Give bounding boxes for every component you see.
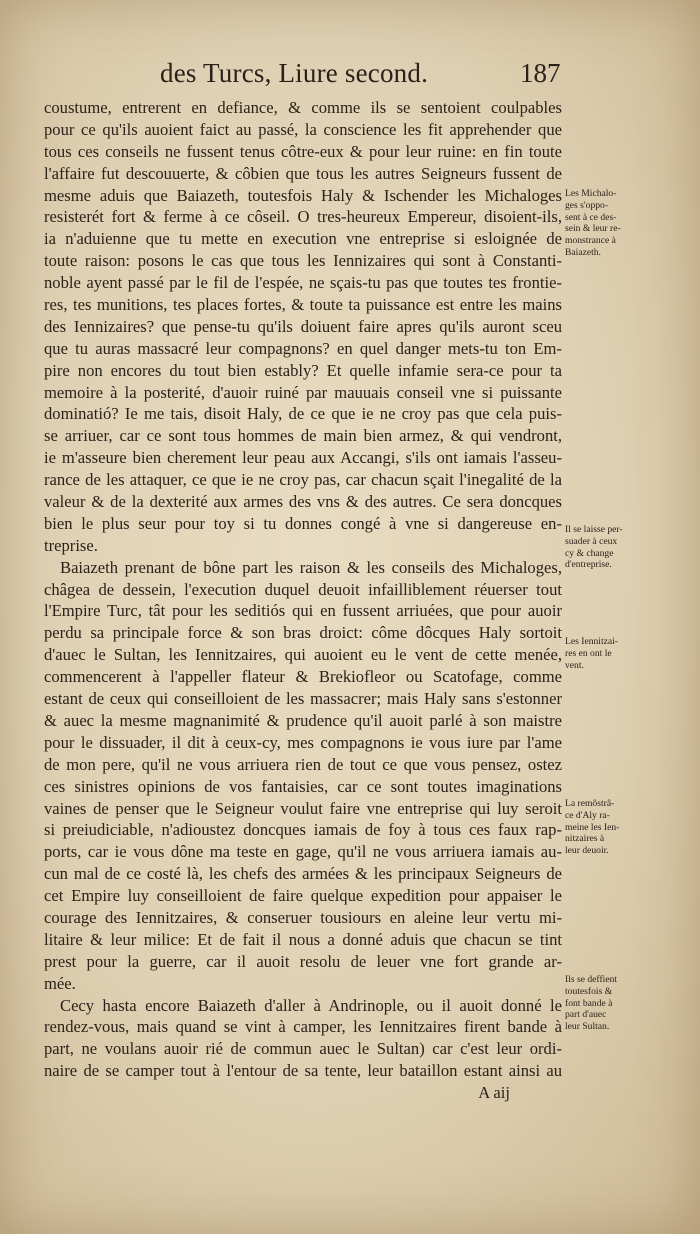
text-line: ie m'asseure bien cherement leur peau aux Accangi, s'ils ont iamais l'asseu- xyxy=(44,448,562,468)
margin-note-remonstrance xyxy=(565,798,675,857)
text-line: prest pour la guerre, car il auoit resolu de leuer vne fort grande ar- xyxy=(44,951,562,971)
text-line: Baiazeth prenant de bône part les raison & les conseils des Michaloges, xyxy=(60,557,562,577)
margin-note-line: suader à ceux xyxy=(565,535,618,547)
text-line: si preiudiciable, n'adioustez doncques iamais de foy à tous ces faux rap- xyxy=(44,820,562,840)
text-line: ports, car ie vous dône ma teste en gage, qu'il ne vous arriuera iamais au- xyxy=(44,842,562,862)
text-line: valeur & de la dexterité aux armes des vns & des autres. Ce sera doncques xyxy=(44,492,562,512)
text-line: res, tes munitions, tes places fortes, & toute ta puissance est entre les mains xyxy=(44,295,562,315)
margin-note-line: part d'auec xyxy=(565,1009,607,1021)
text-line: ces sinistres opinions de vos fantaisies, car ce sont toutes imaginations xyxy=(44,776,562,796)
text-line: châgea de dessein, l'execution duquel deuoit infailliblement réuerser tout xyxy=(44,579,562,599)
page-number: 187 xyxy=(520,58,561,88)
margin-note-michaloges xyxy=(565,188,675,259)
margin-note-bande xyxy=(565,974,675,1033)
text-line: dominatió? Ie me tais, disoit Haly, de ce que ie ne croy pas que cela puis- xyxy=(44,404,562,424)
text-line: cet Empire luy conseilloient de faire quelque expedition pour appaiser le xyxy=(44,886,562,906)
text-line: pire non encores du tout bien estably? Et quelle infamie sera-ce pour ta xyxy=(44,360,562,380)
margin-note-line: monstrance à xyxy=(565,235,616,247)
text-line: toute raison: posons le cas que tous les Iennizaires qui sont à Constanti- xyxy=(44,251,562,271)
text-line: courage des Iennitzaires, & conseruer tousiours en aleine leur vertu mi- xyxy=(44,907,562,927)
text-line: perdu sa principale force & son bras droict: côme dôcques Haly sortoit xyxy=(44,623,562,643)
text-line: mée. xyxy=(44,973,76,993)
text-line: pour le dissuader, il dit à ceux-cy, mes compagnons ie vous iure par l'ame xyxy=(44,732,562,752)
margin-note-line: Baiazeth. xyxy=(565,246,601,258)
text-line: l'affaire fut descouuerte, & côbien que tous les autres Seigneurs fussent de xyxy=(44,163,562,183)
text-line: bien le plus seur pour toy si tu donnes congé à vne si dangereuse en- xyxy=(44,513,562,533)
margin-note-persuade xyxy=(565,524,675,571)
margin-note-line: leur deuoir. xyxy=(565,845,609,857)
text-line: se arriuer, car ce sont tous hommes de main bien armez, & qui vendront, xyxy=(44,426,562,446)
text-line: treprise. xyxy=(44,535,98,555)
text-line: Cecy hasta encore Baiazeth d'aller à Andrinople, ou il auoit donné le xyxy=(60,995,562,1015)
margin-note-line: La remôstrâ- xyxy=(565,798,615,809)
running-head: des Turcs, Liure second. xyxy=(160,58,429,88)
margin-note-line: meine les Ien- xyxy=(565,821,620,833)
margin-note-line: ges s'oppo- xyxy=(565,199,609,211)
text-line: noble ayent passé par le fil de l'espée, ne sçais-tu pas que toutes tes frontie- xyxy=(44,273,562,293)
margin-note-line: toutesfois & xyxy=(565,985,613,997)
text-line: l'Empire Turc, tât pour les seditiós qui en fussent arriuées, que pour auoir xyxy=(44,601,562,621)
body-text xyxy=(44,97,562,1104)
text-line: d'auec le Sultan, les Iennitzaires, qui auoient eu le vent de cette menée, xyxy=(44,645,562,665)
text-line: coustume, entrerent en defiance, & comme ils se sentoient coulpables xyxy=(44,98,562,117)
text-line: naire de se camper tout à l'entour de sa tente, leur bataillon estant ainsi au xyxy=(44,1061,562,1081)
text-line: resisterét fort & ferme à ce côseil. O tres-heureux Empereur, disoient-ils, xyxy=(44,207,562,227)
margin-note-line: vent. xyxy=(565,659,584,671)
text-line: litaire & leur milice: Et de fait il nous a donné aduis que chacun se tint xyxy=(44,929,562,949)
margin-note-line: leur Sultan. xyxy=(565,1021,610,1033)
text-line: de mon pere, qu'il ne vous arriuera rien de tout ce que vous pensez, ostez xyxy=(44,754,562,774)
text-line: rance de les attaquer, ce que ie ne croy pas, car chacun sçait l'inegalité de la xyxy=(44,470,562,490)
text-line: mesme aduis que Baiazeth, toutesfois Haly & Ischender les Michaloges xyxy=(44,185,562,205)
text-line: ia n'aduienne que tu mette en execution vne entreprise si esloignée de xyxy=(44,229,562,249)
text-line: des Iennizaires? que pense-tu qu'ils doiuent faire apres qu'ils auront sceu xyxy=(44,316,562,336)
margin-note-line: Les Iennitzai- xyxy=(565,636,619,647)
text-line: memoire à la posterité, d'auoir ruiné par mauuais conseil vne si puissante xyxy=(44,382,562,402)
text-line: estant de ceux qui conseilloient de les massacrer; mais Haly sans s'estonner xyxy=(44,689,562,709)
margin-note-line: Ils se deffient xyxy=(565,974,618,985)
margin-note-line: sein & leur re- xyxy=(565,223,621,235)
text-line: tous ces conseils ne fussent tenus côtre-eux & pour leur ruine: en fin toute xyxy=(44,141,562,161)
margin-note-vent xyxy=(565,636,675,671)
margin-note-line: sent à ce des- xyxy=(565,211,617,223)
margin-note-line: font bande à xyxy=(565,997,613,1009)
text-line: & auec la mesme magnanimité & prudence qu'il auoit parlé à son maistre xyxy=(44,710,562,730)
margin-note-line: Les Michalo- xyxy=(565,188,617,199)
text-line: vaines de penser que le Seigneur voulut faire vne entreprise qui luy seroit xyxy=(44,798,562,818)
text-line: cun mal de ce costé là, les chefs des armées & les principaux Seigneurs de xyxy=(44,864,562,884)
text-line: commencerent à l'appeller flateur & Brekiofleor ou Scatofage, comme xyxy=(44,667,562,687)
margin-note-line: ce d'Aly ra- xyxy=(565,809,610,821)
text-line: que tu auras massacré leur compagnons? en quel danger mets-tu ton Em- xyxy=(44,338,562,358)
margin-note-line: d'entreprise. xyxy=(565,559,612,571)
margin-note-line: cy & change xyxy=(565,547,614,559)
margin-note-line: nitzaires à xyxy=(565,833,605,845)
text-line: rendez-vous, mais quand se vint à camper, les Iennitzaires firent bande à xyxy=(44,1017,562,1037)
text-line: pour ce qu'ils auoient faict au passé, la conscience les fit apprehender que xyxy=(44,119,562,139)
catchword: A aij xyxy=(478,1083,510,1103)
margin-note-line: Il se laisse per- xyxy=(565,524,623,535)
text-line: part, ne voulans auoir rié de commun auec le Sultan) car c'est leur ordi- xyxy=(44,1039,562,1059)
margin-note-line: res en ont le xyxy=(565,647,612,659)
